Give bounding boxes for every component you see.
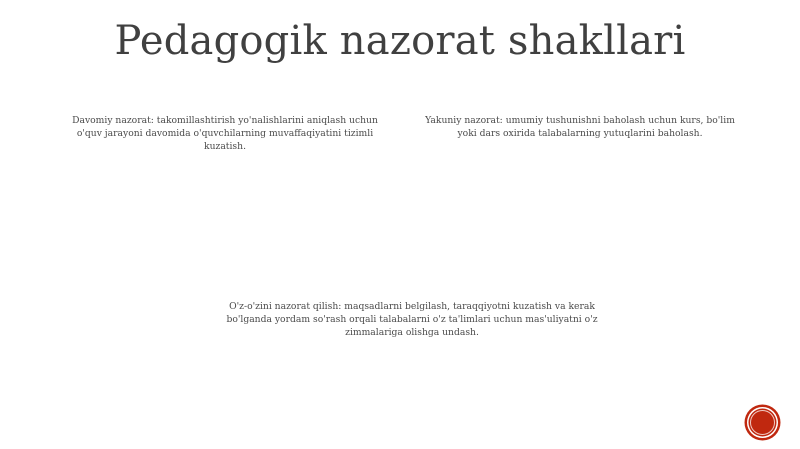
next-slide-button[interactable]	[747, 407, 778, 438]
circle-button-icon	[750, 410, 775, 435]
summative-control-text: Yakuniy nazorat: umumiy tushunishni baholash uchun kurs, bo'lim yoki dars oxirida talabalarning yutuqlarini baholash.	[425, 115, 735, 139]
self-control-text: O'z-o'zini nazorat qilish: maqsadlarni belgilash, taraqqiyotni kuzatish va kerak bo'lganda yordam so'rash orqali talabalarni o'z ta'limlari uchun mas'uliyatni o'z zimmalariga olishga undash.	[226, 301, 598, 338]
slide-title: Pedagogik nazorat shakllari	[114, 18, 686, 64]
formative-control-text: Davomiy nazorat: takomillashtirish yo'nalishlarini aniqlash uchun o'quv jarayoni davomida o'quvchilarning muvaffaqiyatini tizimli kuzatish.	[72, 115, 378, 152]
